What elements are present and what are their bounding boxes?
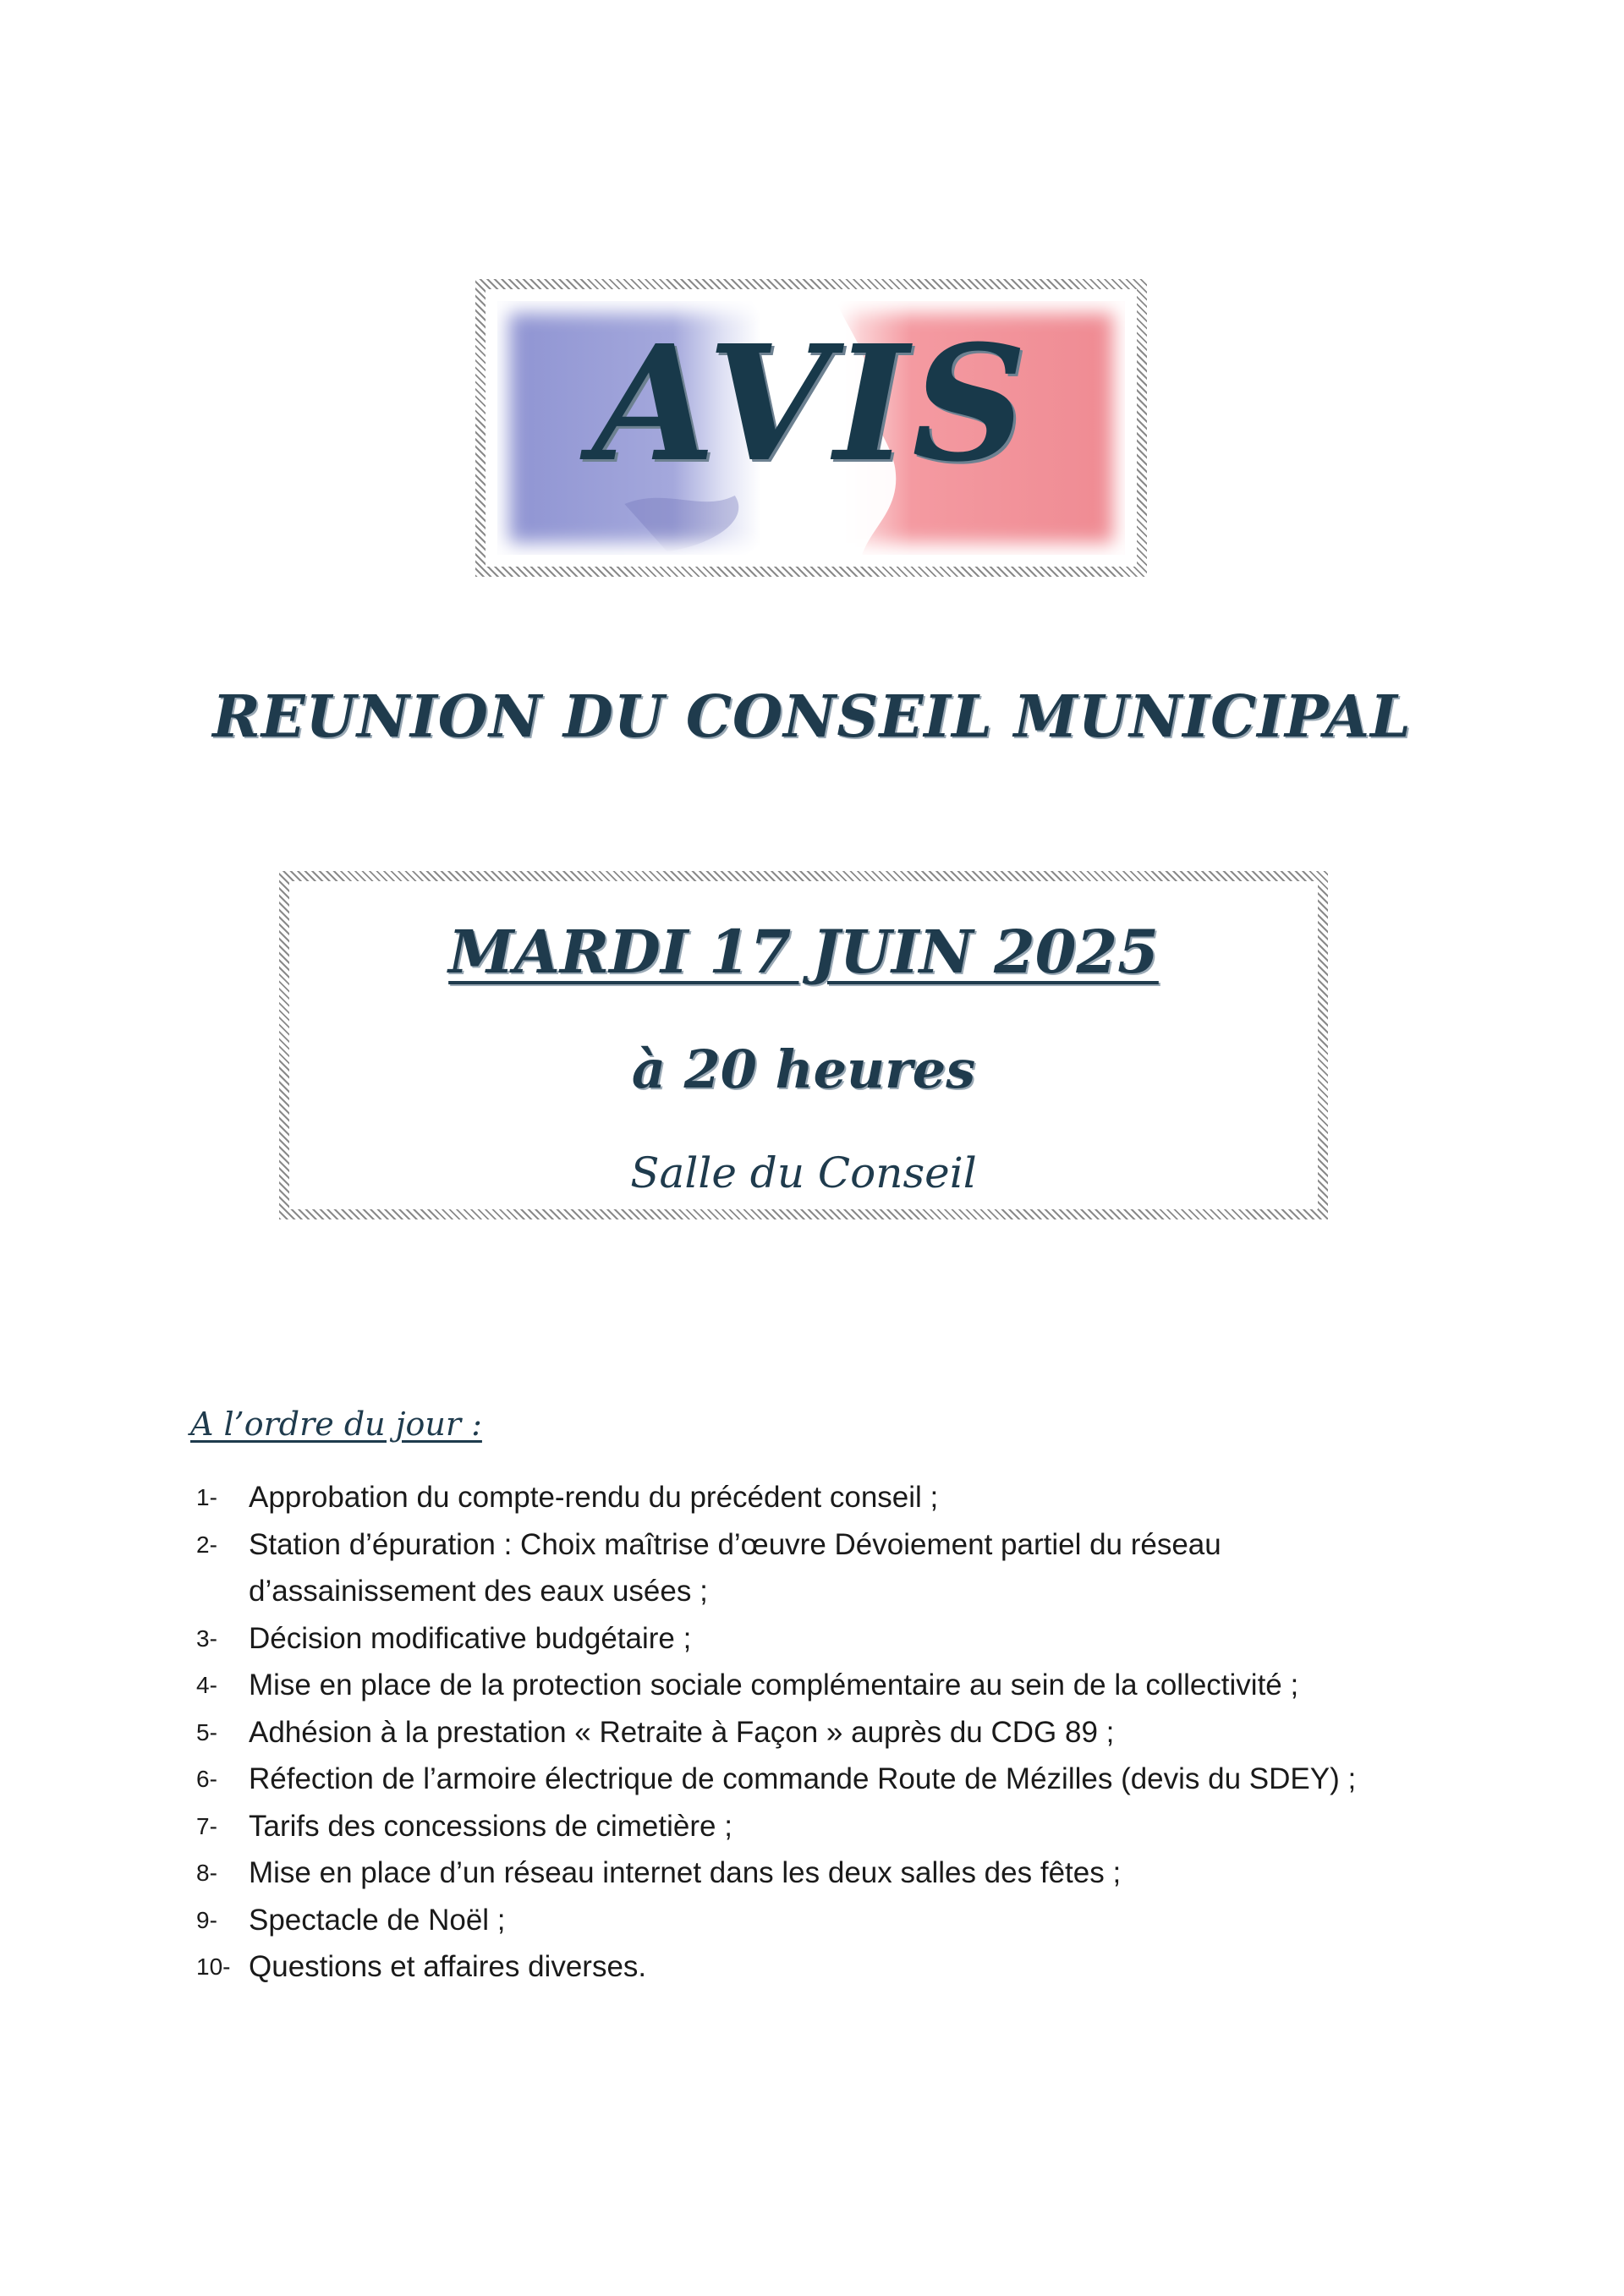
- agenda-item-8: [196, 1849, 1465, 1897]
- agenda-item-number: 6-: [196, 1766, 217, 1792]
- agenda-item-text: Mise en place de la protection sociale complémentaire au sein de la collectivité ;: [249, 1669, 1299, 1701]
- meeting-date: MARDI 17 JUIN 2025: [448, 917, 1159, 987]
- agenda-item-text: Spectacle de Noël ;: [249, 1903, 506, 1937]
- agenda-item-1: [196, 1474, 1465, 1521]
- agenda-item-number: 5-: [196, 1718, 217, 1745]
- agenda-list: [196, 1474, 1465, 1991]
- agenda-item-3: [196, 1615, 1465, 1663]
- meeting-time: à 20 heures: [631, 1038, 976, 1100]
- agenda-item-number: 1-: [196, 1484, 217, 1510]
- agenda-item-text: Réfection de l’armoire électrique de commande Route de Mézilles (devis du SDEY) ;: [249, 1762, 1357, 1795]
- agenda-item-text: Station d’épuration : Choix maîtrise d’œuvre Dévoiement partiel du réseau: [249, 1527, 1221, 1561]
- agenda-item-number: 3-: [196, 1625, 217, 1652]
- avis-title: AVIS: [592, 310, 1030, 497]
- agenda-title: A l’ordre du jour :: [190, 1406, 482, 1443]
- agenda-item-2: [196, 1521, 1465, 1615]
- agenda-item-number: 4-: [196, 1672, 217, 1698]
- agenda-item-text-continued: d’assainissement des eaux usées ;: [249, 1575, 708, 1608]
- agenda-item-10: [196, 1943, 1465, 1991]
- tricolor-background: [497, 301, 1125, 555]
- agenda-item-text: Mise en place d’un réseau internet dans les deux salles des fêtes ;: [249, 1856, 1122, 1889]
- avis-banner: [475, 279, 1147, 577]
- agenda-item-number: 8-: [196, 1860, 217, 1886]
- agenda-item-number: 2-: [196, 1531, 217, 1558]
- agenda-item-7: [196, 1803, 1465, 1850]
- agenda-item-number: 9-: [196, 1906, 217, 1933]
- agenda-item-text: Tarifs des concessions de cimetière ;: [249, 1809, 732, 1843]
- agenda-item-number: 10-: [196, 1954, 231, 1980]
- agenda-item-5: [196, 1709, 1465, 1756]
- agenda-item-text: Adhésion à la prestation « Retraite à Façon » auprès du CDG 89 ;: [249, 1715, 1115, 1749]
- agenda-item-text: Questions et affaires diverses.: [249, 1950, 647, 1983]
- agenda-item-text: Décision modificative budgétaire ;: [249, 1621, 692, 1655]
- agenda-item-4: [196, 1662, 1465, 1709]
- agenda-item-number: 7-: [196, 1812, 217, 1839]
- agenda-item-9: [196, 1897, 1465, 1944]
- page-title: REUNION DU CONSEIL MUNICIPAL: [212, 683, 1412, 751]
- agenda-item-6: [196, 1756, 1465, 1803]
- agenda-item-text: Approbation du compte-rendu du précédent conseil ;: [249, 1481, 939, 1514]
- meeting-place: Salle du Conseil: [630, 1148, 977, 1197]
- meeting-info-box: [279, 871, 1328, 1219]
